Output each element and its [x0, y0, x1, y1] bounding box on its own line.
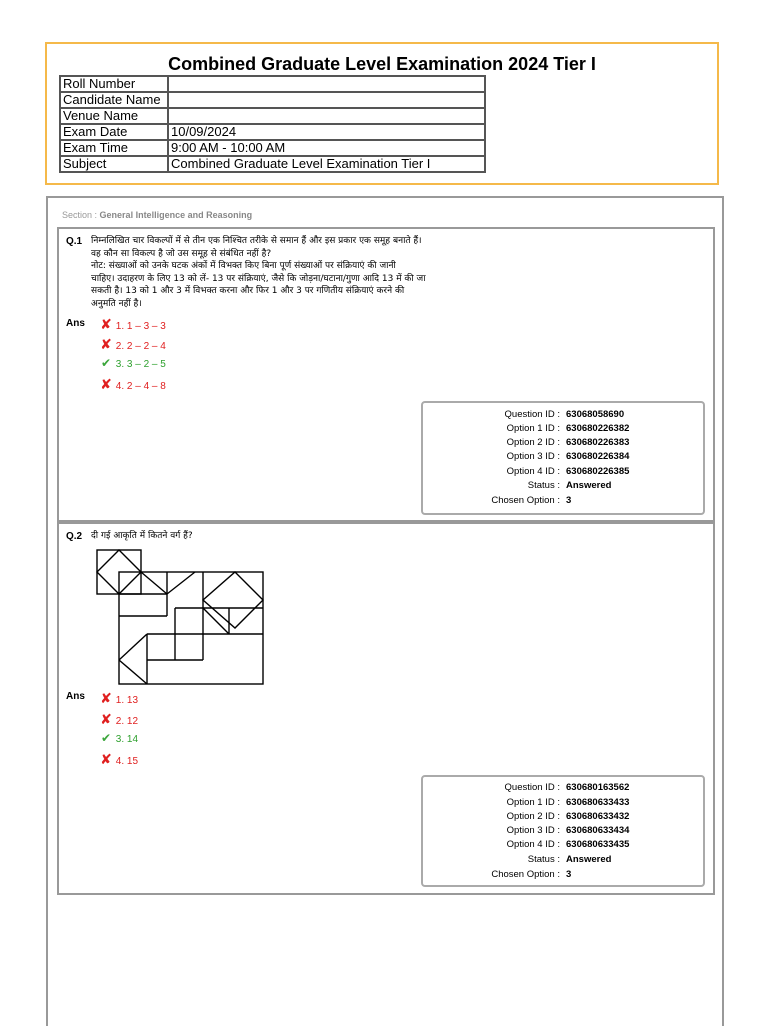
question-text [91, 235, 531, 310]
candidate-info-table [59, 75, 486, 173]
question-details-box [421, 775, 705, 887]
info-label: Roll Number [60, 76, 168, 92]
info-value: 10/09/2024 [168, 124, 485, 140]
detail-label: Status : [527, 854, 560, 865]
table-row [60, 156, 485, 172]
detail-value: 630680226384 [566, 451, 630, 462]
cross-icon: ✘ [100, 690, 112, 706]
option-text: 3. 14 [115, 734, 139, 745]
cross-icon: ✘ [100, 376, 112, 392]
detail-label: Status : [527, 480, 560, 491]
info-label: Exam Date [60, 124, 168, 140]
detail-value: 630680163562 [566, 782, 630, 793]
option-3 [99, 356, 166, 370]
info-value [168, 92, 485, 108]
question-details-box [421, 401, 705, 515]
cross-icon: ✘ [100, 751, 112, 767]
option-4 [99, 376, 166, 393]
cross-icon: ✘ [100, 711, 112, 727]
option-text: 3. 3 – 2 – 5 [115, 359, 166, 370]
section-prefix: Section : [62, 210, 98, 220]
info-label: Exam Time [60, 140, 168, 156]
option-1 [99, 316, 166, 333]
figure-right-diamond [203, 572, 263, 628]
detail-value: 630680226383 [566, 437, 630, 448]
option-2 [99, 336, 166, 353]
question-line: दी गई आकृति में कितने वर्ग हैं? [91, 531, 193, 541]
info-label: Venue Name [60, 108, 168, 124]
info-value: Combined Graduate Level Examination Tier I [168, 156, 485, 172]
option-1 [99, 690, 138, 707]
detail-label: Option 2 ID : [506, 811, 560, 822]
question-line: निम्नलिखित चार विकल्पों में से तीन एक निश्चित तरीके से समान हैं और इस प्रकार एक समूह बनाते हैं। [91, 236, 422, 246]
detail-value: 630680633432 [566, 811, 630, 822]
option-text: 4. 2 – 4 – 8 [115, 381, 166, 392]
info-value: 9:00 AM - 10:00 AM [168, 140, 485, 156]
detail-value: 630680633435 [566, 839, 630, 850]
detail-label: Option 4 ID : [506, 466, 560, 477]
section-name: General Intelligence and Reasoning [99, 210, 253, 220]
detail-value: Answered [566, 854, 612, 865]
check-icon: ✔ [100, 731, 112, 745]
table-row [60, 140, 485, 156]
detail-label: Option 3 ID : [506, 451, 560, 462]
question-line: सकती है। 13 को 1 और 3 में विभक्त करना और फिर 1 और 3 पर गणितीय संक्रियाएं करने की [91, 286, 405, 296]
detail-value: 3 [566, 495, 572, 506]
detail-label: Option 2 ID : [506, 437, 560, 448]
response-sheet [46, 196, 724, 1026]
detail-label: Option 1 ID : [506, 797, 560, 808]
info-value [168, 76, 485, 92]
squares-figure [95, 548, 267, 688]
question-line: अनुमति नहीं है। [91, 298, 142, 309]
question-number: Q.1 [66, 236, 83, 247]
info-value [168, 108, 485, 124]
detail-value: 630680226385 [566, 466, 630, 477]
ans-label: Ans [66, 691, 85, 702]
table-row [60, 108, 485, 124]
cross-icon: ✘ [100, 316, 112, 332]
detail-value: 63068058690 [566, 409, 625, 420]
info-label: Subject [60, 156, 168, 172]
exam-title: Combined Graduate Level Examination 2024 Tier I [168, 54, 596, 74]
option-text: 2. 2 – 2 – 4 [115, 341, 166, 352]
detail-value: 630680633433 [566, 797, 630, 808]
table-row [60, 92, 485, 108]
check-icon: ✔ [100, 356, 112, 370]
cross-icon: ✘ [100, 336, 112, 352]
detail-label: Option 4 ID : [506, 839, 560, 850]
ans-label: Ans [66, 318, 85, 329]
option-text: 1. 13 [115, 695, 139, 706]
candidate-header [45, 42, 719, 185]
detail-value: 3 [566, 869, 572, 880]
section-label [62, 210, 252, 220]
question-line: वह कौन सा विकल्प है जो उस समूह से संबंधित नहीं है? [91, 248, 272, 259]
option-2 [99, 711, 138, 728]
option-text: 2. 12 [115, 716, 139, 727]
detail-label: Chosen Option : [491, 495, 560, 506]
question-text [91, 530, 531, 543]
table-row [60, 76, 485, 92]
option-text: 1. 1 – 3 – 3 [115, 321, 166, 332]
option-3 [99, 731, 138, 745]
info-label: Candidate Name [60, 92, 168, 108]
detail-label: Chosen Option : [491, 869, 560, 880]
question-number: Q.2 [66, 531, 83, 542]
question-line: चाहिए। उदाहरण के लिए 13 को लें- 13 पर संक्रियाएं, जैसे कि जोड़ना/घटाना/गुणा आदि 13 में की जा [91, 273, 426, 284]
detail-label: Question ID : [504, 409, 560, 420]
question-card-1 [57, 227, 715, 522]
question-card-2 [57, 522, 715, 895]
detail-value: 630680633434 [566, 825, 630, 836]
question-line: नोट: संख्याओं को उनके घटक अंकों में विभक्त किए बिना पूर्ण संख्याओं पर संक्रियाएं की जानी [91, 261, 396, 271]
option-text: 4. 15 [115, 756, 139, 767]
detail-label: Question ID : [504, 782, 560, 793]
table-row [60, 124, 485, 140]
detail-label: Option 3 ID : [506, 825, 560, 836]
detail-label: Option 1 ID : [506, 423, 560, 434]
detail-value: Answered [566, 480, 612, 491]
detail-value: 630680226382 [566, 423, 630, 434]
option-4 [99, 751, 138, 768]
